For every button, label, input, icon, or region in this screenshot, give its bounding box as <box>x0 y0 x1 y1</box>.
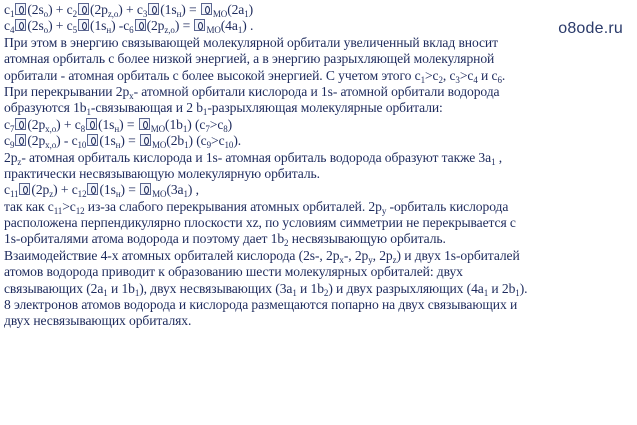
text-line <box>4 297 632 313</box>
subscript: z,o <box>107 9 119 19</box>
text-run: связывающих (2a <box>4 280 104 296</box>
text-run: (2s <box>27 2 44 17</box>
text-run: ) <box>248 2 254 17</box>
text-run: ) и двух разрыхляющих (4a <box>328 280 484 296</box>
text-run: >c <box>459 67 474 83</box>
subscript: 1 <box>9 9 15 19</box>
text-run: , c <box>442 67 456 83</box>
subscript: 12 <box>77 189 87 200</box>
text-run: -разрыхляющая молекулярные орбитали: <box>207 100 443 116</box>
subscript: 5 <box>72 25 78 36</box>
phi-symbol-icon <box>140 183 151 195</box>
subscript: 2 <box>323 287 329 298</box>
text-run: -орбиталь кислорода <box>386 198 509 214</box>
subscript: 3 <box>142 9 148 19</box>
text-run: (1s <box>90 18 107 34</box>
subscript: н <box>114 123 120 134</box>
text-run: -, 2p <box>343 247 369 263</box>
text-run: При этом в энергию связывающей молекулярной орбитали увеличенный вклад вносит <box>4 34 498 50</box>
text-run: ). <box>233 133 242 149</box>
subscript: 1 <box>183 189 188 200</box>
text-run: ) = <box>174 18 194 34</box>
text-run: из-за слабого перекрывания атомных орбиталей. 2p <box>84 198 382 214</box>
subscript: 8 <box>80 123 86 134</box>
text-run: , 2p <box>372 247 393 263</box>
text-run: ) = <box>119 116 138 132</box>
subscript: 9 <box>206 140 212 151</box>
subscript: 8 <box>223 123 228 134</box>
subscript: MO <box>151 140 167 151</box>
subscript: MO <box>150 123 166 134</box>
subscript: 7 <box>205 123 210 134</box>
subscript: 10 <box>224 140 234 151</box>
text-run: ) , <box>187 182 199 198</box>
subscript: 9 <box>9 140 15 151</box>
phi-symbol-icon <box>87 183 98 195</box>
subscript: 1 <box>420 74 425 85</box>
subscript: y <box>368 254 373 265</box>
text-run: (2p <box>146 18 165 34</box>
subscript: 11 <box>53 205 63 216</box>
subscript: 1 <box>182 123 188 134</box>
phi-symbol-icon <box>78 19 89 31</box>
text-run: (2p <box>27 116 46 132</box>
text-run: -связывающая и 2 b <box>90 100 203 116</box>
text-run: ), двух несвязывающих (3a <box>139 280 293 296</box>
text-run: ) = <box>181 2 200 17</box>
subscript: 1 <box>134 287 140 298</box>
text-run: 1s-орбиталями атома водорода и поэтому дает 1b <box>4 231 285 247</box>
subscript: н <box>176 9 182 19</box>
site-watermark: o8ode.ru <box>558 20 623 37</box>
subscript: 2 <box>72 9 78 19</box>
text-line <box>4 100 632 116</box>
text-run: >c <box>211 133 225 149</box>
text-run: При перекрывании 2p <box>4 83 130 99</box>
document-body <box>4 2 632 330</box>
subscript: 1 <box>292 287 297 298</box>
subscript: н <box>106 25 112 36</box>
text-run: . <box>501 67 506 83</box>
phi-symbol-icon <box>15 3 26 15</box>
subscript: 1 <box>244 9 249 19</box>
text-line <box>4 84 632 100</box>
text-run: образуются 1b <box>4 100 87 116</box>
subscript: 2 <box>438 74 443 85</box>
text-run: ) . <box>242 18 254 34</box>
text-run: ) и двух 1s-орбиталей <box>396 247 520 263</box>
text-run: двух несвязывающих орбиталях. <box>4 313 192 329</box>
text-line <box>4 313 632 329</box>
phi-symbol-icon <box>86 118 97 130</box>
text-run: - атомной орбитали кислорода и 1s- атомной орбитали водорода <box>133 83 500 99</box>
subscript: 1 <box>515 287 520 298</box>
text-run: (2s <box>27 18 44 34</box>
text-run: ) <box>227 116 233 132</box>
subscript: z <box>17 156 22 167</box>
text-line <box>4 281 632 297</box>
text-run: ) + c <box>53 182 78 198</box>
text-line <box>4 150 632 166</box>
phi-symbol-icon <box>135 19 146 31</box>
phi-symbol-icon <box>78 3 89 15</box>
text-run: несвязывающую орбиталь. <box>288 231 446 247</box>
text-run: ) + c <box>48 2 73 17</box>
text-line <box>4 68 632 84</box>
text-run: ) (c <box>188 133 207 149</box>
equation-line <box>4 182 632 198</box>
subscript: x <box>339 254 344 265</box>
text-run: (3a <box>166 182 184 198</box>
text-run: Взаимодействие 4-х атомных орбиталей кислорода (2s-, 2p <box>4 247 340 263</box>
text-run: ) (c <box>187 116 206 132</box>
subscript: o <box>43 9 49 19</box>
subscript: MO <box>206 25 221 36</box>
phi-symbol-icon <box>140 134 151 146</box>
text-run: (2p <box>31 182 50 198</box>
subscript: z <box>392 254 397 265</box>
phi-symbol-icon <box>139 118 150 130</box>
equation-line <box>4 2 632 18</box>
subscript: 6 <box>497 74 502 85</box>
text-run: и 1b <box>107 280 135 296</box>
text-run: c <box>4 18 10 34</box>
phi-symbol-icon <box>148 3 159 15</box>
subscript: x,o <box>45 123 57 134</box>
text-run: - атомная орбиталь кислорода и 1s- атомная орбиталь водорода образуют также 3a <box>21 149 492 165</box>
text-run: ). <box>519 280 528 296</box>
text-run: c <box>4 2 10 17</box>
subscript: x <box>129 90 134 101</box>
subscript: 1 <box>237 25 243 36</box>
text-run: (1s <box>99 133 116 149</box>
subscript: 1 <box>483 287 489 298</box>
text-run: так как c <box>4 198 54 214</box>
text-line <box>4 231 632 247</box>
text-run: (2b <box>166 133 185 149</box>
text-run: атомная орбиталь с более низкой энергией, а в энергию разрыхляющей молекулярной <box>4 51 495 67</box>
text-run: c <box>4 182 10 198</box>
subscript: 1 <box>184 140 189 151</box>
text-run: 8 электронов атомов водорода и кислорода размещаются попарно на двух связывающих и <box>4 297 518 313</box>
text-run: (1b <box>165 116 183 132</box>
text-run: ) = <box>120 182 140 198</box>
subscript: 6 <box>129 25 134 36</box>
text-run: (1s <box>160 2 177 17</box>
subscript: 1 <box>86 107 91 118</box>
subscript: 1 <box>491 156 496 167</box>
subscript: MO <box>212 9 228 19</box>
subscript: x,o <box>45 140 57 151</box>
text-run: , <box>495 149 503 165</box>
text-run: 2p <box>4 149 18 165</box>
subscript: 10 <box>77 140 87 151</box>
text-run: ) -c <box>111 18 130 34</box>
phi-symbol-icon <box>87 134 98 146</box>
subscript: 12 <box>75 205 85 216</box>
text-run: (4a <box>220 18 238 34</box>
subscript: 1 <box>103 287 108 298</box>
subscript: 2 <box>284 238 289 249</box>
text-run: (2p <box>27 133 46 149</box>
phi-symbol-icon <box>194 19 205 31</box>
subscript: 7 <box>9 123 15 134</box>
phi-symbol-icon <box>15 118 26 130</box>
text-run: (1s <box>98 116 115 132</box>
subscript: o <box>43 25 49 36</box>
equation-line <box>4 18 632 34</box>
text-run: (2p <box>90 2 108 17</box>
text-line <box>4 35 632 51</box>
subscript: 1 <box>202 107 208 118</box>
text-run: >c <box>62 198 76 214</box>
text-run: >c <box>209 116 224 132</box>
equation-line <box>4 133 632 149</box>
text-run: ) = <box>120 133 139 149</box>
phi-symbol-icon <box>201 3 212 15</box>
text-run: c <box>4 116 10 132</box>
text-run: ) - c <box>56 133 78 149</box>
text-line <box>4 199 632 215</box>
phi-symbol-icon <box>15 134 26 146</box>
text-run: ) + c <box>48 18 73 34</box>
text-run: атомов водорода приводит к образованию шести молекулярных орбиталей: двух <box>4 264 463 280</box>
text-line <box>4 166 632 182</box>
text-line <box>4 51 632 67</box>
subscript: MO <box>152 189 167 200</box>
text-run: >c <box>424 67 439 83</box>
subscript: 4 <box>473 74 478 85</box>
text-line <box>4 248 632 264</box>
subscript: y <box>381 205 387 216</box>
text-run: (2a <box>227 2 245 17</box>
subscript: н <box>115 189 121 200</box>
equation-line <box>4 117 632 133</box>
text-run: ) + c <box>118 2 143 17</box>
subscript: z,o <box>164 25 175 36</box>
text-run: практически несвязывающую молекулярную орбиталь. <box>4 165 320 181</box>
text-line <box>4 215 632 231</box>
text-run: и 1b <box>296 280 324 296</box>
phi-symbol-icon <box>19 183 30 195</box>
text-run: орбитали - атомная орбиталь с более высокой энергией. С учетом этого c <box>4 67 421 83</box>
subscript: 3 <box>455 74 460 85</box>
text-run: (1s <box>99 182 116 198</box>
subscript: 11 <box>9 189 19 200</box>
subscript: 4 <box>9 25 15 36</box>
text-run: и 2b <box>488 280 516 296</box>
text-run: и c <box>477 67 498 83</box>
subscript: z <box>49 189 54 200</box>
subscript: н <box>115 140 121 151</box>
text-run: расположена перпендикулярно плоскости xz, по условиям симметрии не перекрывается с <box>4 215 516 231</box>
text-line <box>4 264 632 280</box>
text-run: c <box>4 133 10 149</box>
text-run: ) + c <box>56 116 81 132</box>
phi-symbol-icon <box>15 19 26 31</box>
